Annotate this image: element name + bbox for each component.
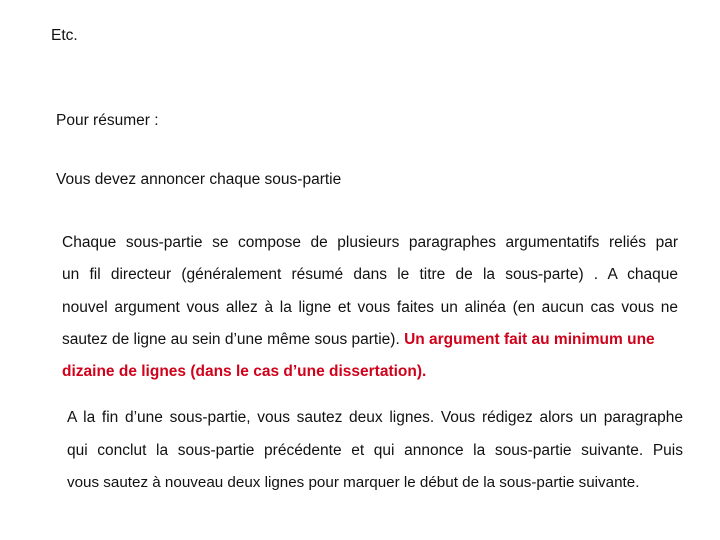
paragraph1-line4 [62,330,655,350]
summary-intro: Vous devez annoncer chaque sous-partie [56,171,342,188]
paragraph1-line2: un fil directeur (généralement résumé dans le titre de la sous-parte) . A chaque [62,266,678,283]
paragraph1-line1: Chaque sous-partie se compose de plusieurs paragraphes argumentatifs reliés par [62,234,678,251]
paragraph2-line1: A la fin d’une sous-partie, vous sautez deux lignes. Vous rédigez alors un paragraphe [67,409,683,426]
paragraph2-line3: vous sautez à nouveau deux lignes pour marquer le début de la sous-partie suivante. [67,474,640,491]
paragraph1-line4-emphasis: Un argument fait au minimum une [404,331,655,348]
summary-title: Pour résumer : [56,112,159,129]
paragraph2-line2: qui conclut la sous-partie précédente et qui annonce la sous-partie suivante. Puis [67,442,683,459]
etc-text: Etc. [51,27,78,44]
paragraph1-line3: nouvel argument vous allez à la ligne et vous faites un alinéa (en aucun cas vous ne [62,299,678,316]
paragraph1-line5-emphasis: dizaine de lignes (dans le cas d’une dissertation). [62,363,427,380]
paragraph1-line4-text: sautez de ligne au sein d’une même sous partie). [62,331,405,348]
